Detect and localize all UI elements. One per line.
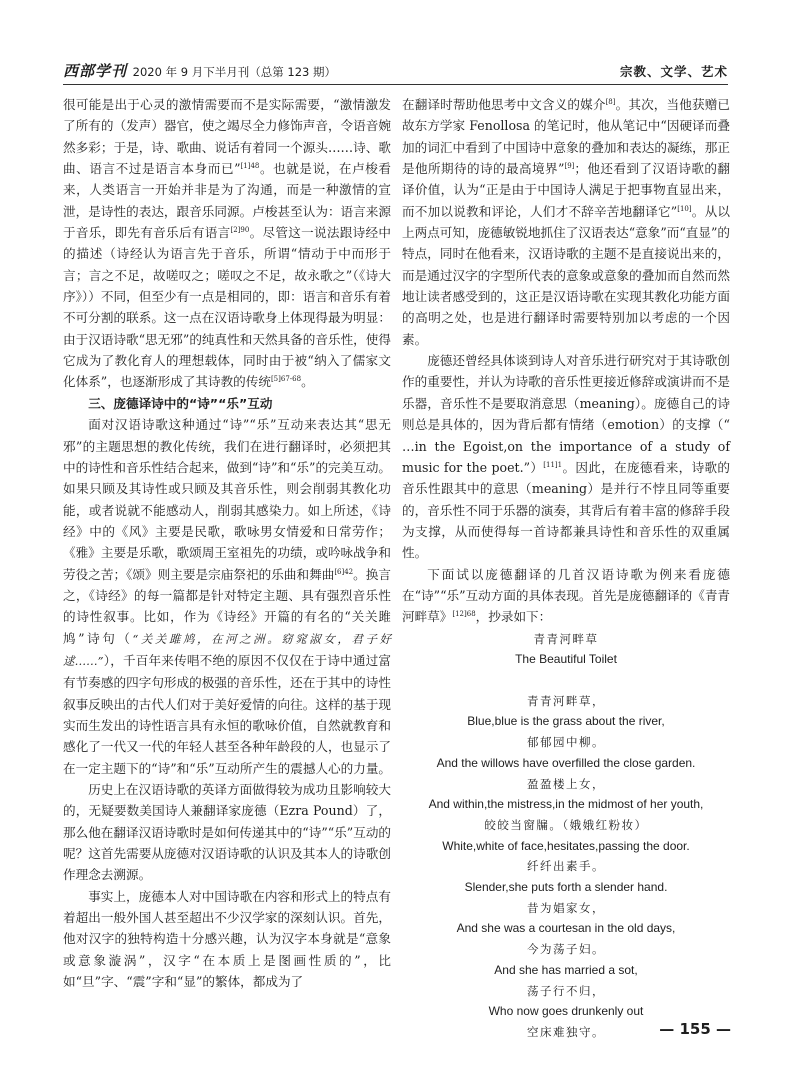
section-heading: 三、庞德译诗中的“诗”“乐”互动 xyxy=(88,395,273,411)
poem-line-english: Blue,blue is the grass about the river, xyxy=(467,714,665,729)
poem-line-english: And within,the mistress,in the midmost of her youth, xyxy=(428,797,704,812)
paragraph: 事实上，庞德本人对中国诗歌在内容和形式上的特点有着超出一般外国人甚至超出不少汉学家的深刻认识。首先，他对汉字的独特构造十分感兴趣，认为汉字本身就是“意象或意象漩涡”，汉字“在本质上是图画性质的”，比如“旦”字、“震”字和“显”的繁体，都成为了 xyxy=(63,888,391,990)
journal-name: 西部学刊 xyxy=(63,62,128,80)
citation: [6]42 xyxy=(334,567,354,576)
poem-line-english: And she was a courtesan in the old days, xyxy=(456,921,676,936)
text: 。尽管这一说法跟诗经中的描述（诗经认为语言先于音乐，所谓“情动于中而形于言；言之不足，故嗟叹之；嗟叹之不足，故永歌之”（《诗大序》））不同，但至少有一点是相同的，即：语言和音乐有着不可分割的联系。这一点在汉语诗歌身上体现得最为明显：由于汉语诗歌“思无邪”的纯真性和天然具备的音乐性，使得它成为了教化育人的理想载体，同时由于被“纳入了儒家文化体系”，也逐渐形成了其诗教的传统 xyxy=(63,225,392,390)
text: 面对汉语诗歌这种通过“诗”“乐”互动来表达其“思无邪”的主题思想的教化传统，我们在进行翻译时，必须把其中的诗性和音乐性结合起来，做到“诗”和“乐”的完美互动。如果只顾及其诗性或只顾及其音乐性，则会削弱其教化功能，或者说就不能感动人，削弱其感染力。如上所述，《诗经》中的《风》主要是民歌，歌咏男女情爱和日常劳作；《雅》主要是乐歌，歌颂周王室祖先的功绩，或吟咏战争和劳役之苦；《颂》则主要是宗庙祭祀的乐曲和舞曲 xyxy=(63,417,392,582)
left-column xyxy=(63,94,391,992)
paragraph xyxy=(402,564,730,628)
section-label: 宗教、文学、艺术 xyxy=(619,64,728,79)
poem-line-english: And the willows have overfilled the close garden. xyxy=(436,755,696,770)
poem-line-chinese: 郁郁园中柳。 xyxy=(527,735,605,750)
citation: [9] xyxy=(564,162,575,171)
citation: [2]90 xyxy=(230,226,250,235)
paragraph xyxy=(63,94,391,393)
poem-line-chinese: 皎皎当窗牖。（娥娥红粉妆） xyxy=(484,817,648,832)
poem-line-english: Who now goes drunkenly out xyxy=(488,1004,644,1019)
text: 。换言之，《诗经》的每一篇都是针对特定主题、具有强烈音乐性的诗性叙事。比如，作为《诗经》开篇的有名的“关关雎鸠”诗句（ xyxy=(63,566,391,646)
citation: [11]1 xyxy=(543,460,563,469)
text: 。因此，在庞德看来，诗歌的音乐性跟其中的意思（meaning）是并行不悖且同等重要的，音乐性不同于乐器的演奏，其背后有着丰富的修辞手段为支撑，从而使得每一首诗都兼具诗性和音乐性的双重属性。 xyxy=(402,459,731,561)
poem-title-english: The Beautiful Toilet xyxy=(515,652,617,667)
text: 在翻译时帮助他思考中文含义的媒介 xyxy=(402,97,606,112)
poem-line-english: Slender,she puts forth a slender hand. xyxy=(464,880,668,895)
text: ，抄录如下： xyxy=(475,609,552,625)
poem-line-chinese: 昔为娼家女， xyxy=(527,900,605,915)
poem-line-chinese: 今为荡子妇。 xyxy=(527,942,605,957)
poem-line-english: And she has married a sot, xyxy=(494,962,638,977)
stanza-gap xyxy=(402,670,730,691)
text: ），千百年来传唱不绝的原因不仅仅在于诗中通过富有节奏感的四字句形成的极强的音乐性，还在于其中的诗性叙事反映出的古代人们对于美好爱情的向往。这样的基于现实而生发出的诗性语言具有永恒的歌咏价值，自然就教育和感化了一代又一代的年轻人甚至各种年龄段的人，也显示了在一定主题下的“诗”和“乐”互动所产生的震撼人心的力量。 xyxy=(63,652,392,776)
poem-title-chinese: 青青河畔草 xyxy=(533,631,599,646)
text: 。 xyxy=(301,374,314,390)
text: 下面试以庞德翻译的几首汉语诗歌为例来看庞德在“诗”“乐”互动方面的具体表现。首先是庞德翻译的《青青河畔草》 xyxy=(402,566,731,625)
citation: [8] xyxy=(605,98,616,106)
quoted-verse: “关关雎鸠，在河之洲。窈窕淑女，君子好逑……” xyxy=(63,631,391,668)
page-number: — 155 — xyxy=(659,1020,731,1038)
citation: [1]48 xyxy=(240,162,260,171)
poem-line-chinese: 纤纤出素手。 xyxy=(527,859,605,874)
citation: [5]67-68 xyxy=(270,375,302,384)
text: ；他还看到了汉语诗歌的翻译价值，认为“正是由于中国诗人满足于把事物直显出来，而不加以说教和评论，人们才不辞辛苦地翻译它” xyxy=(402,161,730,219)
paragraph: 历史上在汉语诗歌的英译方面做得较为成功且影响较大的，无疑要数美国诗人兼翻译家庞德（Ezra Pound）了，那么他在翻译汉语诗歌时是如何传递其中的“诗”“乐”互动的呢？这首先需要从庞德对汉语诗歌的认识及其本人的诗歌创作理念去溯源。 xyxy=(63,782,392,883)
poem-line-chinese: 荡子行不归， xyxy=(527,983,605,998)
poem-line-english: White,white of face,hesitates,passing the door. xyxy=(442,838,690,853)
text: 庞德还曾经具体谈到诗人对音乐进行研究对于其诗歌创作的重要性，并认为诗歌的音乐性更接近修辞或演讲而不是乐器，音乐性不是要取消意思（meaning）。庞德自己的诗则总是具体的，因为背后都有情绪（emotion）的支撑（“ …in the Egoist,on the importance of a study of music for the poet.”） xyxy=(402,353,730,475)
text: 。从以上两点可知，庞德敏锐地抓住了汉语表达“意象”而“直显”的特点，同时在他看来，汉语诗歌的主题不是直接说出来的，而是通过汉字的字型所代表的意象或意象的叠加而自然而然地让读者感受到的，这正是汉语诗歌在实现其教化功能方面的高明之处，也是进行翻译时需要特别加以考虑的一个因素。 xyxy=(402,203,731,347)
text: 。也就是说，在卢梭看来，人类语言一开始并非是为了沟通，而是一种激情的宣泄，是诗性的表达，跟音乐同源。卢梭甚至认为：语言来源于音乐，即先有音乐后有语言 xyxy=(63,161,391,241)
poem-line-chinese: 空床难独守。 xyxy=(527,1024,605,1039)
journal-info xyxy=(63,60,336,81)
issue-info: 2020 年 9 月下半月刊（总第 123 期） xyxy=(132,65,336,79)
poem-line-chinese: 盈盈楼上女， xyxy=(527,776,605,791)
text: 。其次，当他获赠已故东方学家 Fenollosa 的笔记时，他从笔记中“因硬译而叠加的词汇中看到了中国诗中意象的叠加和表达的凝练，那正是他所期待的诗的最高境界” xyxy=(402,97,731,177)
citation: [12]68 xyxy=(452,610,476,619)
citation: [10] xyxy=(677,204,692,213)
running-header xyxy=(63,56,728,85)
paragraph xyxy=(402,94,730,350)
paragraph xyxy=(63,414,391,779)
text: 很可能是出于心灵的激情需要而不是实际需要，“激情激发了所有的（发声）器官，使之竭尽全力修饰声音，令语音婉然多彩；于是，诗、歌曲、说话有着同一个源头……诗、歌曲、语言不过是语言本身而已” xyxy=(63,97,391,177)
right-column xyxy=(402,94,730,1043)
poem xyxy=(402,629,730,1043)
poem-line-chinese: 青青河畔草， xyxy=(527,693,605,708)
paragraph xyxy=(402,350,730,563)
